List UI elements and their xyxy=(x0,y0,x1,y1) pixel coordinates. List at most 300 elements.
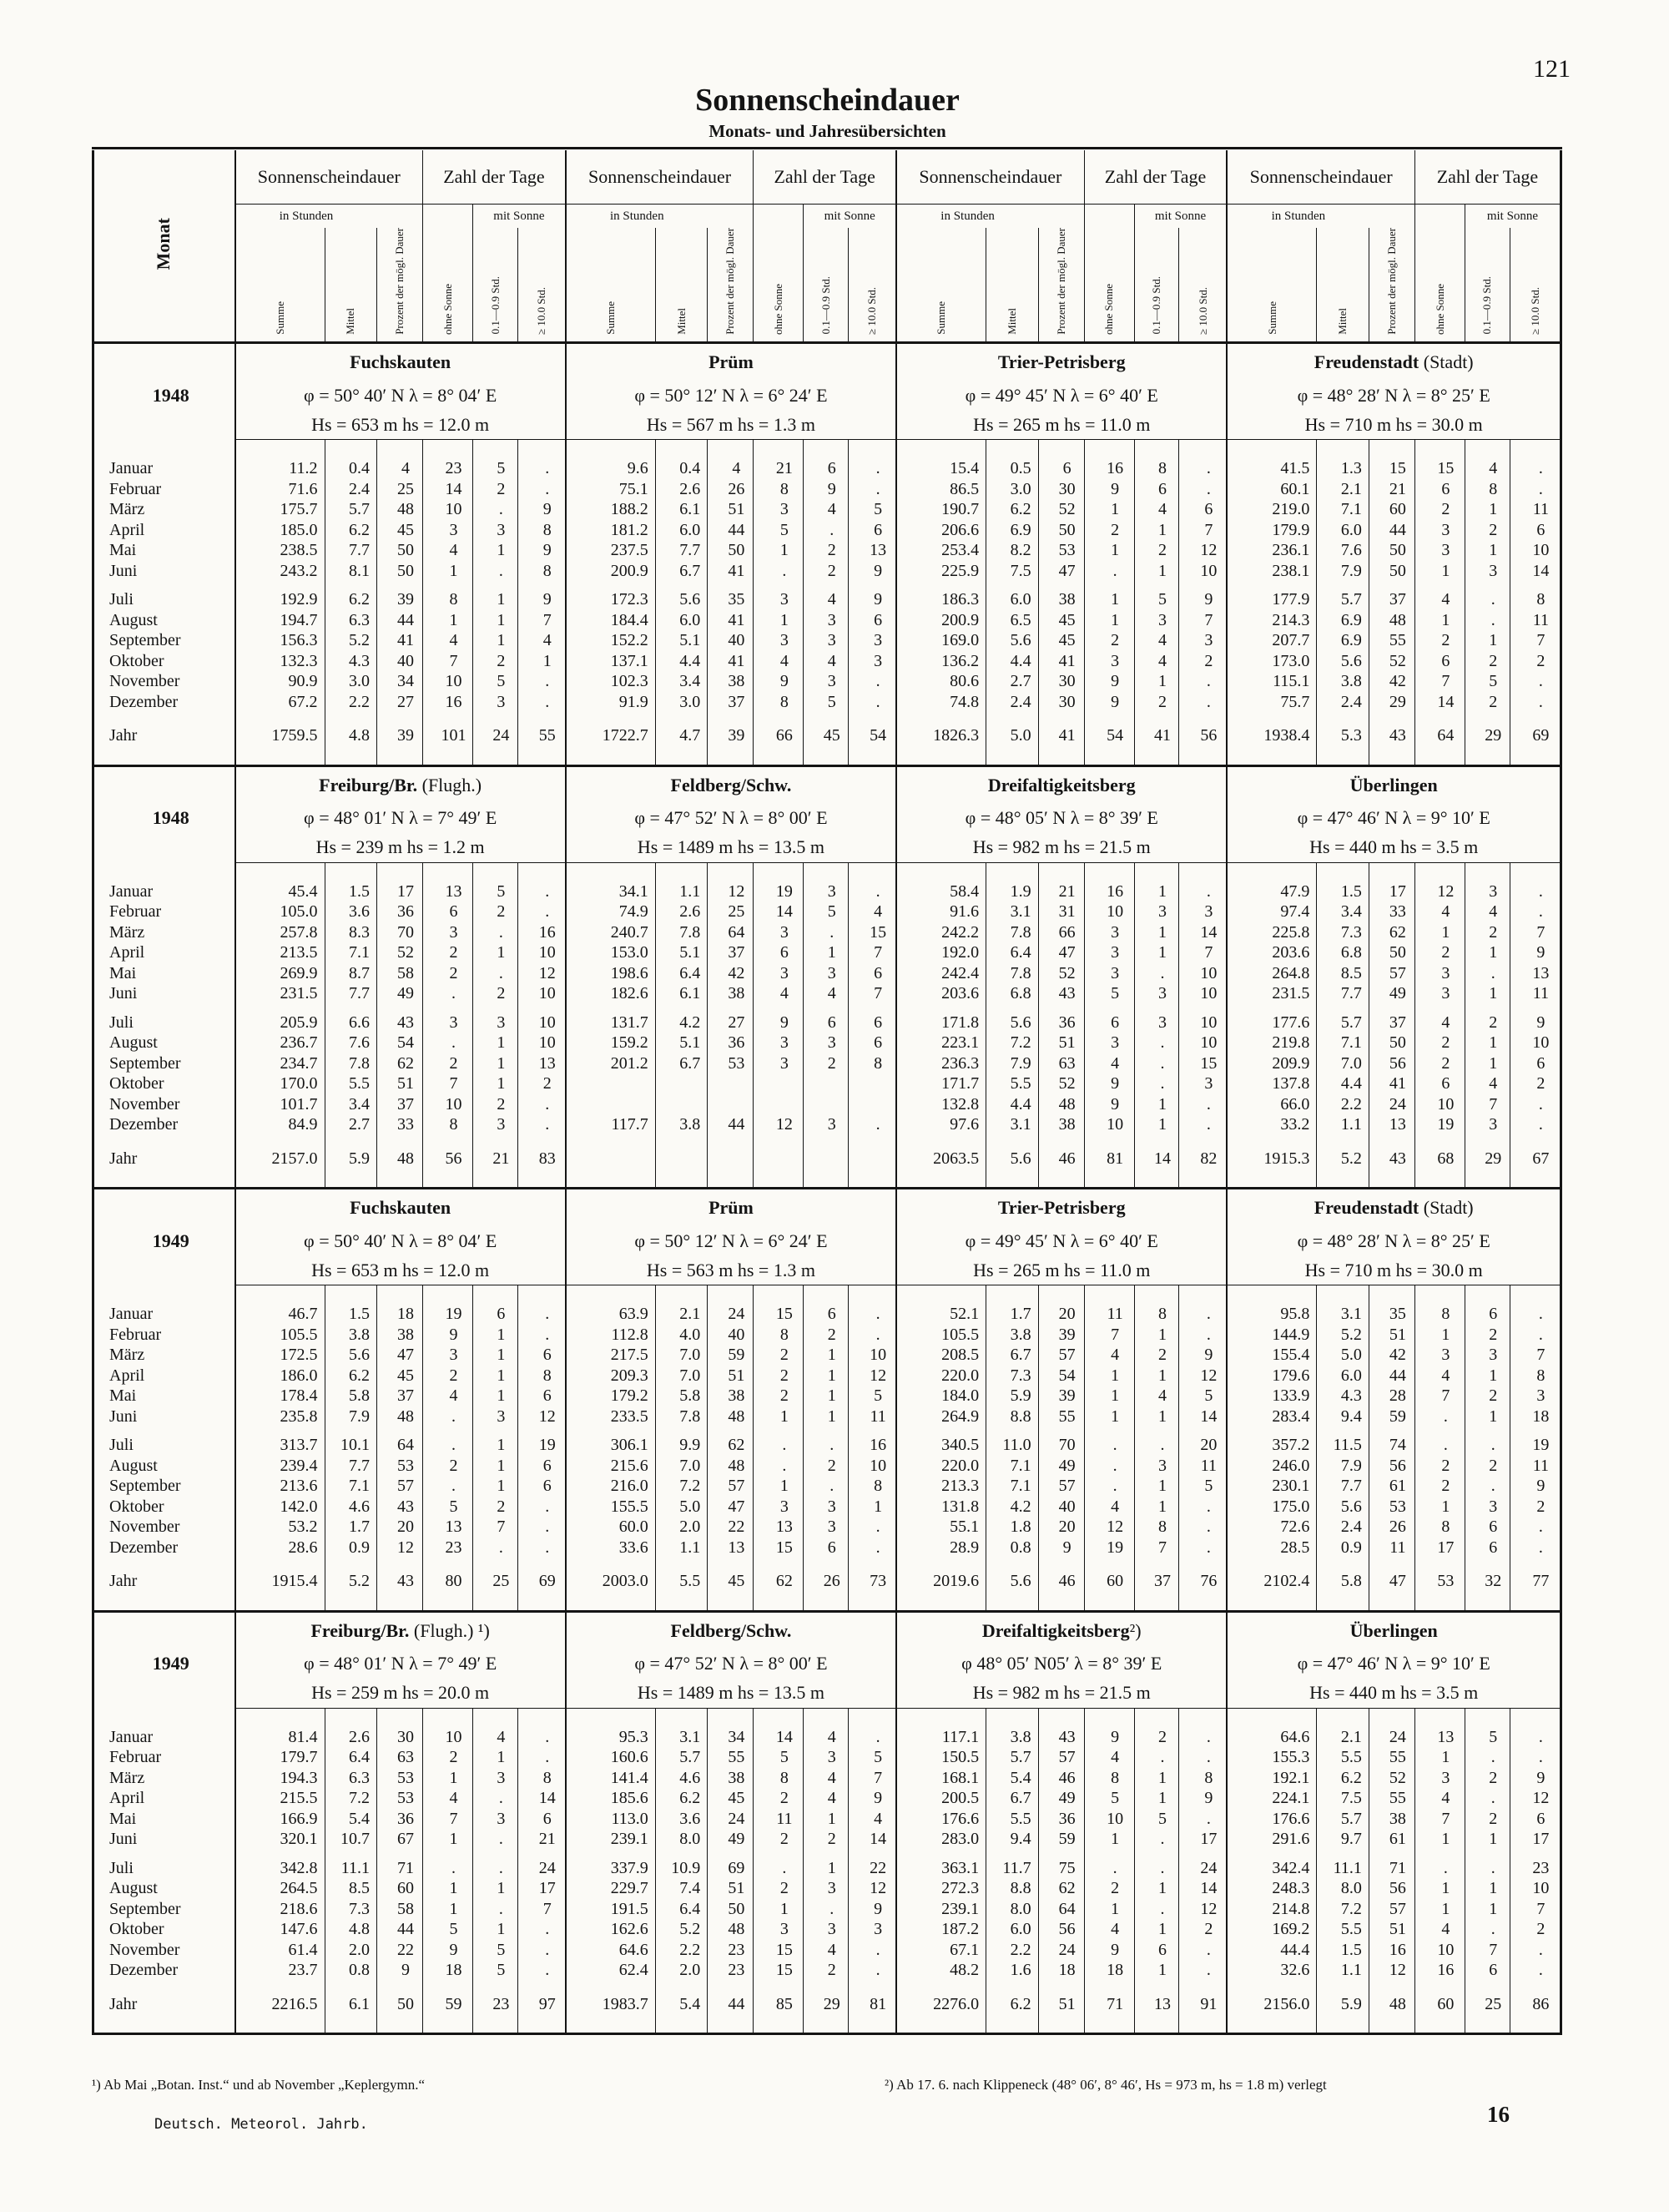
value-d10: 3 xyxy=(1179,1073,1228,1094)
month-label: Mai xyxy=(93,963,235,984)
prozent-spacer xyxy=(708,205,754,229)
value-summe: 95.3 xyxy=(566,1727,656,1748)
spacer-cell xyxy=(566,1135,656,1144)
month-label: Oktober xyxy=(93,651,235,672)
value-d01: 2 xyxy=(473,651,518,672)
value-mittel: 6.2 xyxy=(325,589,377,610)
value-ohne: 4 xyxy=(1414,1366,1465,1386)
value-summe: 2276.0 xyxy=(896,1989,986,2015)
value-d01: 1 xyxy=(1465,1829,1510,1850)
value-summe: 357.2 xyxy=(1227,1435,1317,1456)
pad-cell xyxy=(708,1708,754,1727)
value-d01: 1 xyxy=(1134,1497,1179,1518)
value-ohne: 2 xyxy=(423,1747,473,1768)
spacer-cell xyxy=(986,1981,1039,1989)
value-d01: 7 xyxy=(1465,1940,1510,1961)
value-summe: 230.1 xyxy=(1227,1476,1317,1497)
value-ohne: 9 xyxy=(754,1013,804,1033)
table-row xyxy=(93,1538,1561,1558)
value-prozent: 50 xyxy=(1369,561,1414,582)
station-heights: Hs = 710 m hs = 30.0 m xyxy=(1227,1255,1561,1285)
spacer-cell xyxy=(473,581,518,589)
value-summe: 209.9 xyxy=(1227,1053,1317,1074)
spacer-cell xyxy=(473,1558,518,1566)
value-mittel: 6.0 xyxy=(1317,1366,1369,1386)
pad-cell xyxy=(1465,440,1510,459)
value-d10: . xyxy=(1510,1747,1561,1768)
value-summe: 155.3 xyxy=(1227,1747,1317,1768)
month-label: Mai xyxy=(93,1386,235,1406)
value-ohne: 1 xyxy=(1414,1325,1465,1346)
bottom-page-number: 16 xyxy=(1487,2102,1510,2127)
value-summe: 175.0 xyxy=(1227,1497,1317,1518)
value-prozent: 35 xyxy=(708,589,754,610)
value-d01: . xyxy=(1134,1829,1179,1850)
value-d10: 1 xyxy=(849,1497,897,1518)
pad-cell xyxy=(517,1592,566,1612)
header-summe xyxy=(896,228,986,343)
year-spacer xyxy=(93,833,235,863)
value-d01: 4 xyxy=(1134,630,1179,651)
value-prozent: 62 xyxy=(1038,1878,1084,1899)
value-summe: 41.5 xyxy=(1227,458,1317,479)
value-prozent: 56 xyxy=(1369,1878,1414,1899)
value-ohne: 12 xyxy=(754,1114,804,1135)
value-prozent: 45 xyxy=(377,1366,423,1386)
value-mittel: 5.6 xyxy=(986,1144,1039,1169)
value-prozent: 27 xyxy=(708,1013,754,1033)
station-heights: Hs = 653 m hs = 12.0 m xyxy=(235,1255,566,1285)
value-d01: . xyxy=(1134,1033,1179,1053)
value-d10: 2 xyxy=(1179,651,1228,672)
spacer-cell xyxy=(1179,581,1228,589)
spacer-cell xyxy=(93,1850,235,1858)
value-mittel: 3.0 xyxy=(986,479,1039,500)
spacer-cell xyxy=(1179,1427,1228,1435)
value-d01: 1 xyxy=(804,1345,849,1366)
station-name: Trier-Petrisberg xyxy=(997,351,1126,373)
value-mittel: 4.4 xyxy=(986,1094,1039,1115)
spacer-cell xyxy=(754,1135,804,1144)
value-d10: 9 xyxy=(1510,1476,1561,1497)
spacer-cell xyxy=(235,581,325,589)
value-d01: 1 xyxy=(473,589,518,610)
value-mittel: 6.7 xyxy=(986,1345,1039,1366)
pad-cell xyxy=(655,440,708,459)
value-mittel: 6.0 xyxy=(1317,520,1369,541)
value-d01: 4 xyxy=(804,499,849,520)
value-mittel: 8.5 xyxy=(1317,963,1369,984)
table-row xyxy=(93,520,1561,541)
spacer-cell xyxy=(93,1004,235,1013)
value-prozent: 57 xyxy=(1369,1899,1414,1920)
value-d01: 6 xyxy=(1465,1538,1510,1558)
pad-cell xyxy=(896,746,986,766)
value-mittel: 5.4 xyxy=(986,1768,1039,1789)
value-ohne: 6 xyxy=(1414,1073,1465,1094)
value-prozent: 45 xyxy=(1038,630,1084,651)
month-label: Juni xyxy=(93,1406,235,1427)
value-summe: 185.6 xyxy=(566,1788,656,1809)
value-d01: 2 xyxy=(473,1497,518,1518)
pad-cell xyxy=(1084,1169,1134,1189)
spacer-cell xyxy=(804,1135,849,1144)
value-mittel: 7.9 xyxy=(1317,561,1369,582)
spacer-cell xyxy=(1317,1135,1369,1144)
value-d01: 3 xyxy=(1465,561,1510,582)
spacer-cell xyxy=(708,1558,754,1566)
value-d01: 1 xyxy=(1134,1768,1179,1789)
value-summe: 63.9 xyxy=(566,1304,656,1325)
value-mittel: 7.4 xyxy=(655,1878,708,1899)
value-prozent: 45 xyxy=(377,520,423,541)
value-d01: 1 xyxy=(1134,1919,1179,1940)
value-d01: . xyxy=(473,1788,518,1809)
pad-cell xyxy=(986,862,1039,881)
pad-cell xyxy=(473,1285,518,1305)
value-d10: 10 xyxy=(1179,561,1228,582)
value-prozent: 44 xyxy=(377,610,423,631)
value-d01: 2 xyxy=(1134,540,1179,561)
month-label: März xyxy=(93,499,235,520)
station-name: Prüm xyxy=(708,351,754,373)
pad-cell xyxy=(517,2014,566,2034)
value-prozent: 36 xyxy=(1038,1013,1084,1033)
value-prozent: 70 xyxy=(1038,1435,1084,1456)
value-summe: 192.0 xyxy=(896,942,986,963)
value-summe: 246.0 xyxy=(1227,1456,1317,1477)
pad-cell xyxy=(517,1285,566,1305)
value-mittel: 6.2 xyxy=(1317,1768,1369,1789)
value-ohne: 101 xyxy=(423,720,473,746)
value-mittel: 7.1 xyxy=(325,942,377,963)
value-ohne: 11 xyxy=(754,1809,804,1830)
value-summe: 194.7 xyxy=(235,610,325,631)
year-spacer xyxy=(93,1189,235,1226)
section-year: 1949 xyxy=(93,1649,235,1679)
value-ohne: 5 xyxy=(423,1919,473,1940)
header-ohne xyxy=(1414,228,1465,343)
value-d10: 6 xyxy=(1510,1809,1561,1830)
value-d10: . xyxy=(1510,1727,1561,1748)
value-summe: 194.3 xyxy=(235,1768,325,1789)
value-prozent: 24 xyxy=(708,1809,754,1830)
value-d01: 1 xyxy=(473,942,518,963)
month-label: Februar xyxy=(93,1747,235,1768)
value-summe: 47.9 xyxy=(1227,881,1317,902)
value-d10: . xyxy=(517,1727,566,1748)
month-label: April xyxy=(93,1366,235,1386)
value-prozent: 51 xyxy=(1038,1033,1084,1053)
value-ohne: 10 xyxy=(1084,1114,1134,1135)
value-prozent xyxy=(708,1094,754,1115)
pad-cell xyxy=(804,1708,849,1727)
station-name-cell xyxy=(1227,1189,1561,1226)
pad-cell xyxy=(1317,862,1369,881)
value-prozent: 17 xyxy=(1369,881,1414,902)
value-summe: 2063.5 xyxy=(896,1144,986,1169)
value-mittel: 8.0 xyxy=(655,1829,708,1850)
value-summe: 28.5 xyxy=(1227,1538,1317,1558)
value-ohne: . xyxy=(1084,1435,1134,1456)
value-d10: . xyxy=(1510,458,1561,479)
pad-cell xyxy=(473,862,518,881)
in-stunden-header: in Stunden xyxy=(279,209,334,223)
month-label: August xyxy=(93,610,235,631)
header-mittel-text: Mittel xyxy=(674,308,688,335)
value-mittel: 2.6 xyxy=(655,479,708,500)
pad-cell xyxy=(377,862,423,881)
prozent-spacer xyxy=(377,205,423,229)
value-d01: 29 xyxy=(1465,720,1510,746)
value-summe: 166.9 xyxy=(235,1809,325,1830)
spacer-cell xyxy=(1317,581,1369,589)
value-mittel: 3.4 xyxy=(1317,901,1369,922)
pad-cell xyxy=(1369,862,1414,881)
pad-cell xyxy=(1510,1592,1561,1612)
value-d10: . xyxy=(1179,692,1228,713)
value-mittel: 7.8 xyxy=(655,922,708,943)
value-ohne: 4 xyxy=(1414,1788,1465,1809)
pad-cell xyxy=(1038,862,1084,881)
value-d01: 1 xyxy=(804,1386,849,1406)
value-d01: . xyxy=(1134,1747,1179,1768)
header-prozent-text: Prozent der mögl. Dauer xyxy=(393,228,406,335)
pad-cell xyxy=(986,1708,1039,1727)
value-summe: 229.7 xyxy=(566,1878,656,1899)
value-d10: 11 xyxy=(1510,1456,1561,1477)
pad-cell xyxy=(517,862,566,881)
value-summe: 215.6 xyxy=(566,1456,656,1477)
value-prozent: 24 xyxy=(1369,1727,1414,1748)
value-summe: 2003.0 xyxy=(566,1566,656,1592)
value-summe: 2102.4 xyxy=(1227,1566,1317,1592)
value-mittel: 7.9 xyxy=(986,1053,1039,1074)
header-d10-text: ≥ 10.0 Std. xyxy=(1528,286,1541,335)
value-ohne: 2 xyxy=(423,1366,473,1386)
value-ohne: 8 xyxy=(1084,1768,1134,1789)
header-d10 xyxy=(1510,228,1561,343)
value-d01: 8 xyxy=(1465,479,1510,500)
header-prozent-text: Prozent der mögl. Dauer xyxy=(1054,228,1067,335)
value-ohne: 4 xyxy=(1414,901,1465,922)
value-mittel: 3.0 xyxy=(325,671,377,692)
value-prozent xyxy=(708,1144,754,1169)
value-prozent: 16 xyxy=(1369,1940,1414,1961)
value-d01: 1 xyxy=(473,630,518,651)
month-label: Februar xyxy=(93,479,235,500)
station-coords: φ = 50° 40′ N λ = 8° 04′ E xyxy=(235,381,566,410)
pad-cell xyxy=(1084,1592,1134,1612)
value-ohne: 3 xyxy=(423,1345,473,1366)
value-d10: . xyxy=(1510,1538,1561,1558)
value-summe: 9.6 xyxy=(566,458,656,479)
value-prozent: 39 xyxy=(1038,1325,1084,1346)
value-mittel: 7.7 xyxy=(655,540,708,561)
station-name-cell xyxy=(896,343,1227,381)
value-mittel: 7.2 xyxy=(325,1788,377,1809)
value-d10: 15 xyxy=(1179,1053,1228,1074)
spacer-cell xyxy=(1465,1135,1510,1144)
value-d10: 2 xyxy=(1510,651,1561,672)
pad-cell xyxy=(325,746,377,766)
pad-cell xyxy=(377,1285,423,1305)
value-d01: 1 xyxy=(1465,1053,1510,1074)
value-d01: 5 xyxy=(804,692,849,713)
spacer-cell xyxy=(93,712,235,720)
pad-cell xyxy=(1038,1592,1084,1612)
value-d10: 8 xyxy=(1510,589,1561,610)
value-ohne: . xyxy=(423,1858,473,1879)
value-mittel: 2.2 xyxy=(655,1940,708,1961)
value-d10: 17 xyxy=(1510,1829,1561,1850)
value-d10: 12 xyxy=(849,1878,897,1899)
value-d01: 1 xyxy=(473,1435,518,1456)
value-summe: 2216.5 xyxy=(235,1989,325,2015)
value-mittel: 0.8 xyxy=(986,1538,1039,1558)
value-summe: 205.9 xyxy=(235,1013,325,1033)
value-d01: 1 xyxy=(1465,540,1510,561)
value-mittel: 6.5 xyxy=(986,610,1039,631)
pad-cell xyxy=(804,862,849,881)
value-prozent: 59 xyxy=(1038,1829,1084,1850)
value-d01: 3 xyxy=(804,610,849,631)
value-summe: 320.1 xyxy=(235,1829,325,1850)
value-summe: 169.0 xyxy=(896,630,986,651)
value-ohne: 2 xyxy=(754,1345,804,1366)
pad-cell xyxy=(423,1592,473,1612)
mit-sonne-header: mit Sonne xyxy=(1134,205,1227,229)
value-d10: . xyxy=(849,479,897,500)
value-summe: 32.6 xyxy=(1227,1960,1317,1981)
value-ohne: 23 xyxy=(423,1538,473,1558)
value-d10: 12 xyxy=(1179,1366,1228,1386)
value-summe: 58.4 xyxy=(896,881,986,902)
table-row xyxy=(93,881,1561,902)
value-d10: 5 xyxy=(849,1386,897,1406)
value-mittel: 6.2 xyxy=(986,1989,1039,2015)
value-d10: 10 xyxy=(1179,983,1228,1004)
pad-cell xyxy=(377,746,423,766)
value-summe: 179.9 xyxy=(1227,520,1317,541)
value-d10: . xyxy=(849,692,897,713)
value-d10: 5 xyxy=(849,1747,897,1768)
spacer-cell xyxy=(377,1004,423,1013)
pad-cell xyxy=(1179,440,1228,459)
in-stunden-header: in Stunden xyxy=(940,209,995,223)
value-ohne: . xyxy=(423,1476,473,1497)
spacer-cell xyxy=(1038,1004,1084,1013)
value-prozent: 50 xyxy=(1369,1033,1414,1053)
value-d01: 4 xyxy=(1465,458,1510,479)
value-prozent: 61 xyxy=(1369,1476,1414,1497)
value-mittel: 5.6 xyxy=(986,1566,1039,1592)
pad-cell xyxy=(849,862,897,881)
value-d01: 2 xyxy=(1465,1386,1510,1406)
pad-cell xyxy=(986,440,1039,459)
value-d01: . xyxy=(473,1858,518,1879)
header-mittel xyxy=(655,228,708,343)
pad-cell xyxy=(655,1708,708,1727)
value-mittel: 9.4 xyxy=(1317,1406,1369,1427)
value-mittel: 6.4 xyxy=(986,942,1039,963)
value-mittel: 3.1 xyxy=(1317,1304,1369,1325)
station-name-cell xyxy=(896,767,1227,804)
value-d10: . xyxy=(1179,671,1228,692)
value-prozent: 39 xyxy=(1038,1386,1084,1406)
value-d01: 6 xyxy=(1465,1960,1510,1981)
value-prozent: 41 xyxy=(708,651,754,672)
value-mittel: 10.7 xyxy=(325,1829,377,1850)
value-summe: 64.6 xyxy=(1227,1727,1317,1748)
month-label: Januar xyxy=(93,458,235,479)
value-ohne: 9 xyxy=(1084,1073,1134,1094)
spacer-cell xyxy=(235,1850,325,1858)
value-mittel: 5.9 xyxy=(986,1386,1039,1406)
spacer-cell xyxy=(754,1004,804,1013)
value-d01: . xyxy=(1465,1788,1510,1809)
value-ohne: 1 xyxy=(1414,1829,1465,1850)
value-d01: 4 xyxy=(804,651,849,672)
pad-cell xyxy=(1465,2014,1510,2034)
value-ohne: 1 xyxy=(754,540,804,561)
value-ohne: 2 xyxy=(1084,630,1134,651)
value-d01: 3 xyxy=(804,671,849,692)
pad-cell xyxy=(235,1592,325,1612)
value-d01: 1 xyxy=(473,1325,518,1346)
month-label: Juli xyxy=(93,1013,235,1033)
value-d10: 12 xyxy=(1179,540,1228,561)
value-mittel: 5.0 xyxy=(1317,1345,1369,1366)
pad-cell xyxy=(1084,440,1134,459)
pad-cell xyxy=(517,1169,566,1189)
spacer-cell xyxy=(1038,1558,1084,1566)
value-ohne: 1 xyxy=(1084,1406,1134,1427)
value-d10: 6 xyxy=(849,520,897,541)
value-d01: . xyxy=(804,1476,849,1497)
value-summe: 11.2 xyxy=(235,458,325,479)
spacer-cell xyxy=(1317,712,1369,720)
value-summe: 67.1 xyxy=(896,1940,986,1961)
header-mittel xyxy=(1317,228,1369,343)
value-d10: 6 xyxy=(517,1345,566,1366)
value-d01: 1 xyxy=(473,1366,518,1386)
value-mittel: 5.4 xyxy=(325,1809,377,1830)
pad-cell xyxy=(1084,862,1134,881)
value-ohne: . xyxy=(754,1435,804,1456)
value-ohne: 2 xyxy=(423,1053,473,1074)
value-mittel: 3.8 xyxy=(1317,671,1369,692)
value-summe: 171.7 xyxy=(896,1073,986,1094)
pad-cell xyxy=(93,1169,235,1189)
month-label: Januar xyxy=(93,881,235,902)
pad-cell xyxy=(517,746,566,766)
value-d01: 25 xyxy=(473,1566,518,1592)
value-d10: 9 xyxy=(517,540,566,561)
value-d01: 1 xyxy=(804,1858,849,1879)
value-d01: 3 xyxy=(1134,1456,1179,1477)
spacer-cell xyxy=(896,1981,986,1989)
spacer-cell xyxy=(1414,712,1465,720)
header-prozent xyxy=(708,228,754,343)
value-mittel: 6.4 xyxy=(655,963,708,984)
spacer-cell xyxy=(804,1981,849,1989)
station-name-cell xyxy=(235,1613,566,1649)
pad-cell xyxy=(1084,1285,1134,1305)
pad-cell xyxy=(423,440,473,459)
pad-cell xyxy=(566,1285,656,1305)
value-mittel xyxy=(655,1094,708,1115)
